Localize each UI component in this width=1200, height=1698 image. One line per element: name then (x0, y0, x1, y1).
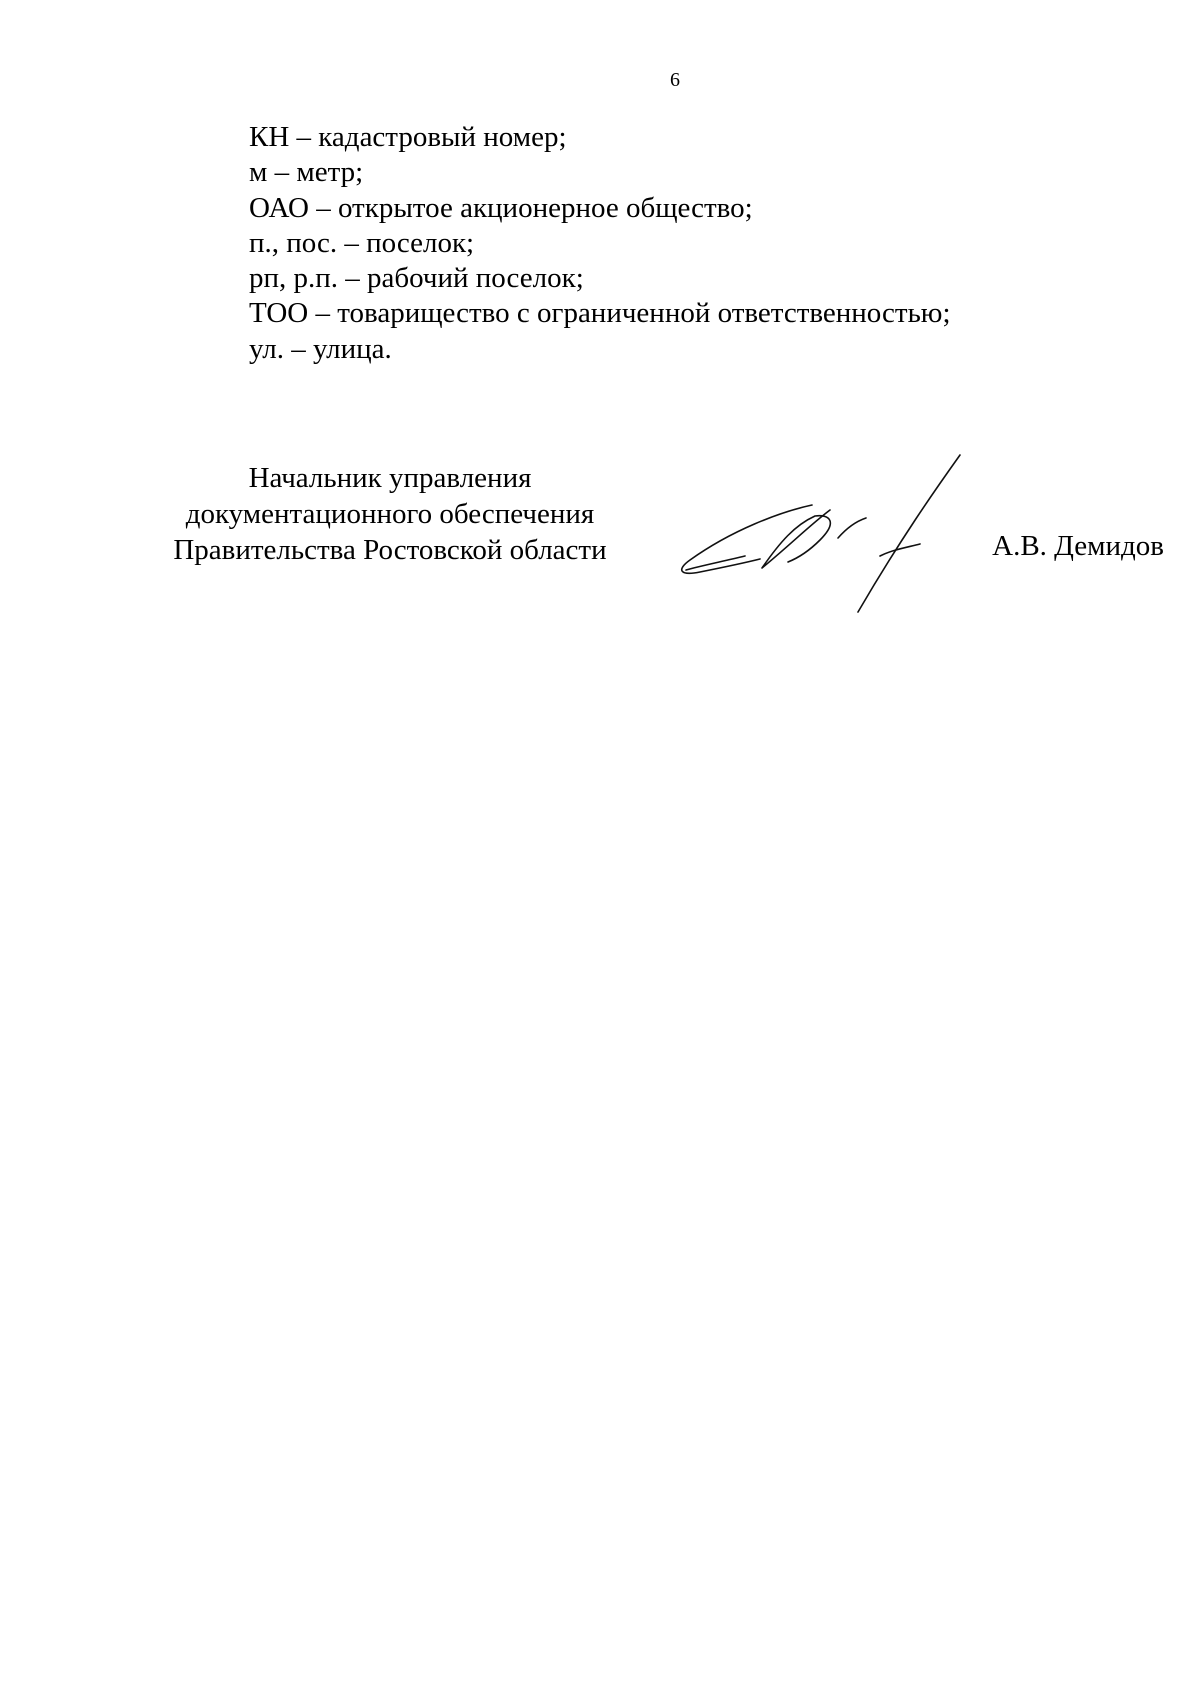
page-number: 6 (670, 69, 680, 91)
abbreviation-item: рп, р.п. – рабочий поселок; (249, 262, 584, 295)
abbreviation-item: ул. – улица. (249, 332, 392, 365)
handwritten-signature (670, 450, 970, 615)
signatory-position (160, 460, 620, 568)
abbreviation-item: КН – кадастровый номер; (249, 121, 567, 153)
signatory-position-line: Начальник управления (248, 462, 532, 494)
abbreviation-item: п., пос. – поселок; (249, 226, 475, 259)
abbreviation-item: м – метр; (249, 156, 364, 189)
abbreviation-item: ОАО – открытое акционерное общество; (249, 191, 753, 224)
abbreviation-list (249, 120, 951, 367)
signatory-position-line: Правительства Ростовской области (173, 534, 607, 566)
signatory-position-line: документационного обеспечения (185, 498, 595, 530)
abbreviation-item: ТОО – товарищество с ограниченной ответственностью; (249, 297, 951, 330)
signatory-name: А.В. Демидов (992, 530, 1164, 562)
